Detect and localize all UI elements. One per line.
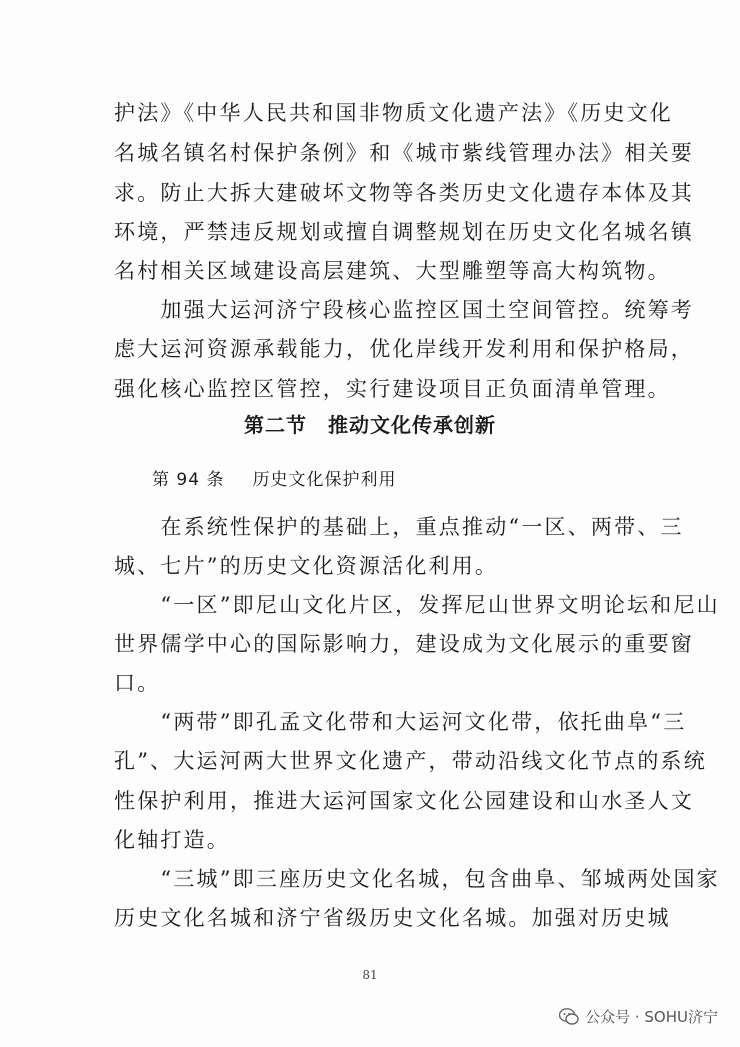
body-line-9: 在系统性保护的基础上，重点推动“一区、两带、三 <box>114 515 684 539</box>
body-line-1: 护法》《中华人民共和国非物质文化遗产法》《历史文化 <box>114 101 673 125</box>
body-line-2: 名城名镇名村保护条例》和《城市紫线管理办法》相关要 <box>114 141 694 165</box>
body-line-17: 化轴打造。 <box>114 828 230 852</box>
body-line-11: “一区”即尼山文化片区，发挥尼山世界文明论坛和尼山 <box>114 593 720 617</box>
body-line-4: 环境，严禁违反规划或擅自调整规划在历史文化名城名镇 <box>114 220 694 244</box>
page-number: 81 <box>362 968 378 982</box>
article-title <box>152 467 396 493</box>
body-line-14: “两带”即孔孟文化带和大运河文化带，依托曲阜“三 <box>114 710 687 734</box>
body-line-12: 世界儒学中心的国际影响力，建设成为文化展示的重要窗 <box>114 632 694 656</box>
watermark <box>559 1006 718 1027</box>
body-line-19: 历史文化名城和济宁省级历史文化名城。加强对历史城 <box>114 906 671 930</box>
section-heading: 第二节 推动文化传承创新 <box>244 413 496 437</box>
article-number: 第 94 条 <box>152 470 225 490</box>
body-line-7: 虑大运河资源承载能力，优化岸线开发利用和保护格局， <box>114 337 694 361</box>
body-line-3: 求。防止大拆大建破坏文物等各类历史文化遗存本体及其 <box>114 181 694 205</box>
article-name: 历史文化保护利用 <box>252 470 397 490</box>
wechat-icon <box>559 1008 579 1026</box>
body-line-18: “三城”即三座历史文化名城，包含曲阜、邹城两处国家 <box>114 867 720 891</box>
body-line-13: 口。 <box>114 671 161 695</box>
body-line-6: 加强大运河济宁段核心监控区国土空间管控。统筹考 <box>114 298 694 322</box>
body-line-10: 城、七片”的历史文化资源活化利用。 <box>114 554 499 578</box>
body-line-15: 孔”、大运河两大世界文化遗产，带动沿线文化节点的系统 <box>114 749 707 773</box>
body-line-5: 名村相关区域建设高层建筑、大型雕塑等高大构筑物。 <box>114 259 671 283</box>
watermark-text: 公众号 · SOHU济宁 <box>585 1008 718 1026</box>
body-line-8: 强化核心监控区管控，实行建设项目正负面清单管理。 <box>114 377 671 401</box>
body-line-16: 性保护利用，推进大运河国家文化公园建设和山水圣人文 <box>114 789 694 813</box>
